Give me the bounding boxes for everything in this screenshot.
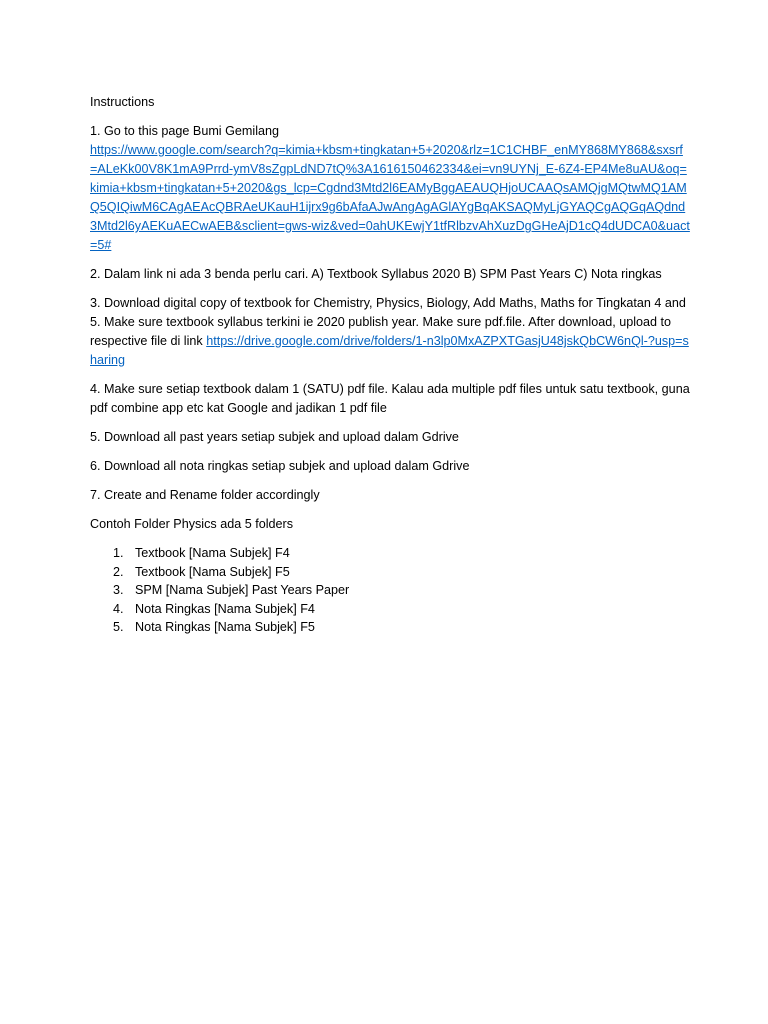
list-item-number: 1. xyxy=(113,546,124,560)
step-7: 7. Create and Rename folder accordingly xyxy=(90,488,320,502)
list-item xyxy=(90,563,690,582)
list-item-label: Nota Ringkas [Nama Subjek] F4 xyxy=(135,601,315,616)
google-drive-link[interactable]: https://drive.google.com/drive/folders/1-n3lp0MxAZPXTGasjU48jskQbCW6nQl-?usp=sharing xyxy=(90,334,689,367)
list-item xyxy=(90,618,690,637)
list-item-number: 3. xyxy=(113,583,124,597)
step-5: 5. Download all past years setiap subjek and upload dalam Gdrive xyxy=(90,430,459,444)
list-item-number: 2. xyxy=(113,564,124,579)
folder-list xyxy=(90,544,690,637)
step-3 xyxy=(90,294,690,370)
step-4: 4. Make sure setiap textbook dalam 1 (SATU) pdf file. Kalau ada multiple pdf files untuk satu textbook, guna pdf combine app etc kat Google and jadikan 1 pdf file xyxy=(90,382,690,415)
list-item xyxy=(90,544,690,563)
document-page xyxy=(90,93,690,637)
document-title: Instructions xyxy=(90,95,155,109)
step-2: 2. Dalam link ni ada 3 benda perlu cari. A) Textbook Syllabus 2020 B) SPM Past Years C) Nota ringkas xyxy=(90,267,662,281)
step-1-text: 1. Go to this page Bumi Gemilang xyxy=(90,124,280,138)
folder-intro: Contoh Folder Physics ada 5 folders xyxy=(90,517,294,531)
list-item-number: 5. xyxy=(113,620,124,634)
list-item-label: Textbook [Nama Subjek] F4 xyxy=(135,546,290,560)
step-1 xyxy=(90,122,690,255)
list-item-label: SPM [Nama Subjek] Past Years Paper xyxy=(135,583,350,597)
list-item-number: 4. xyxy=(113,601,124,616)
list-item-label: Textbook [Nama Subjek] F5 xyxy=(135,564,290,579)
list-item xyxy=(90,581,690,600)
step-3-text: 3. Download digital copy of textbook for Chemistry, Physics, Biology, Add Maths, Maths for Tingkatan 4 and 5. Make sure textbook syllabus terkini ie 2020 publish year. Make sure pdf.file. After download, upload to respective file di link xyxy=(90,296,686,348)
step-6: 6. Download all nota ringkas setiap subjek and upload dalam Gdrive xyxy=(90,459,470,473)
list-item xyxy=(90,600,690,619)
list-item-label: Nota Ringkas [Nama Subjek] F5 xyxy=(135,620,315,634)
google-search-link[interactable]: https://www.google.com/search?q=kimia+kbsm+tingkatan+5+2020&rlz=1C1CHBF_enMY868MY868&sxsrf=ALeKk00V8K1mA9Prrd-ymV8sZgpLdND7tQ%3A1616150462334&ei=vn9UYNj_E-6Z4-EP4Me8uAU&oq=kimia+kbsm+tingkatan+5+2020&gs_lcp=Cgdnd3Mtd2l6EAMyBggAEAUQHjoUCAAQsAMQjgMQtwMQ1AMQ5QIQiwM6CAgAEAcQBRAeUKauH1ijrx9g6bAfaAJwAngAgAGlAYgBqAKSAQMyLjGYAQCgAQGqAQdnd3Mtd2l6yAEKuAECwAEB&sclient=gws-wiz&ved=0ahUKEwjY1tfRlbzvAhXuzDgGHeAjD1cQ4dUDCA0&uact=5# xyxy=(90,143,690,252)
